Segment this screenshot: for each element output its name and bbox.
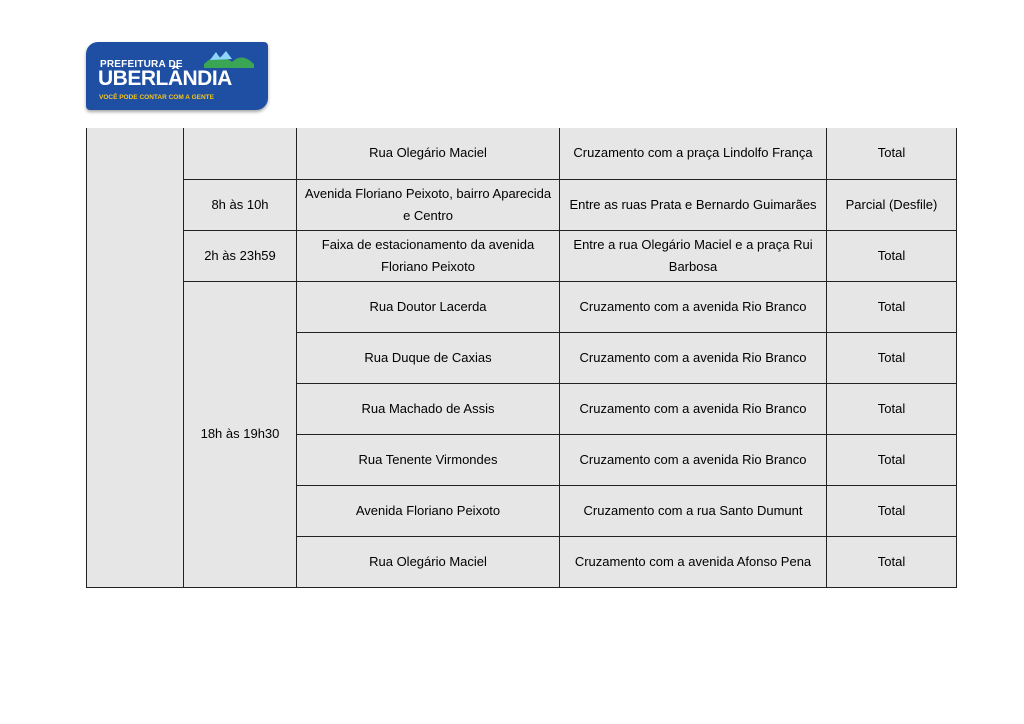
closure-type-cell: Total [827, 536, 957, 587]
table-row [87, 179, 957, 230]
street-cell: Rua Machado de Assis [297, 383, 560, 434]
closure-type-cell: Total [827, 281, 957, 332]
date-cell [87, 128, 184, 587]
street-cell: Faixa de estacionamento da avenida Floriano Peixoto [297, 230, 560, 281]
closure-type-cell: Total [827, 485, 957, 536]
logo-text-city: UBERLÂNDIA [98, 67, 232, 90]
street-cell: Rua Tenente Virmondes [297, 434, 560, 485]
logo-slogan: VOCÊ PODE CONTAR COM A GENTE [99, 94, 214, 101]
closure-type-cell: Parcial (Desfile) [827, 179, 957, 230]
street-cell: Rua Duque de Caxias [297, 332, 560, 383]
closure-type-cell: Total [827, 230, 957, 281]
street-cell: Avenida Floriano Peixoto, bairro Aparecida e Centro [297, 179, 560, 230]
closure-type-cell: Total [827, 332, 957, 383]
table-row [87, 128, 957, 179]
segment-cell: Cruzamento com a avenida Afonso Pena [560, 536, 827, 587]
closure-type-cell: Total [827, 128, 957, 179]
street-cell: Rua Doutor Lacerda [297, 281, 560, 332]
table-row [87, 281, 957, 332]
time-cell [184, 128, 297, 179]
table-row [87, 230, 957, 281]
segment-cell: Cruzamento com a avenida Rio Branco [560, 281, 827, 332]
prefeitura-logo [86, 42, 268, 110]
segment-cell: Entre a rua Olegário Maciel e a praça Rui Barbosa [560, 230, 827, 281]
street-cell: Rua Olegário Maciel [297, 128, 560, 179]
segment-cell: Cruzamento com a avenida Rio Branco [560, 383, 827, 434]
segment-cell: Cruzamento com a praça Lindolfo França [560, 128, 827, 179]
time-cell: 2h às 23h59 [184, 230, 297, 281]
closure-type-cell: Total [827, 383, 957, 434]
road-closure-table [86, 128, 957, 588]
time-cell: 8h às 10h [184, 179, 297, 230]
time-cell: 18h às 19h30 [184, 281, 297, 587]
segment-cell: Entre as ruas Prata e Bernardo Guimarães [560, 179, 827, 230]
segment-cell: Cruzamento com a rua Santo Dumunt [560, 485, 827, 536]
logo-text-line1: PREFEITURA DE [100, 59, 183, 70]
street-cell: Avenida Floriano Peixoto [297, 485, 560, 536]
segment-cell: Cruzamento com a avenida Rio Branco [560, 434, 827, 485]
closure-type-cell: Total [827, 434, 957, 485]
segment-cell: Cruzamento com a avenida Rio Branco [560, 332, 827, 383]
street-cell: Rua Olegário Maciel [297, 536, 560, 587]
